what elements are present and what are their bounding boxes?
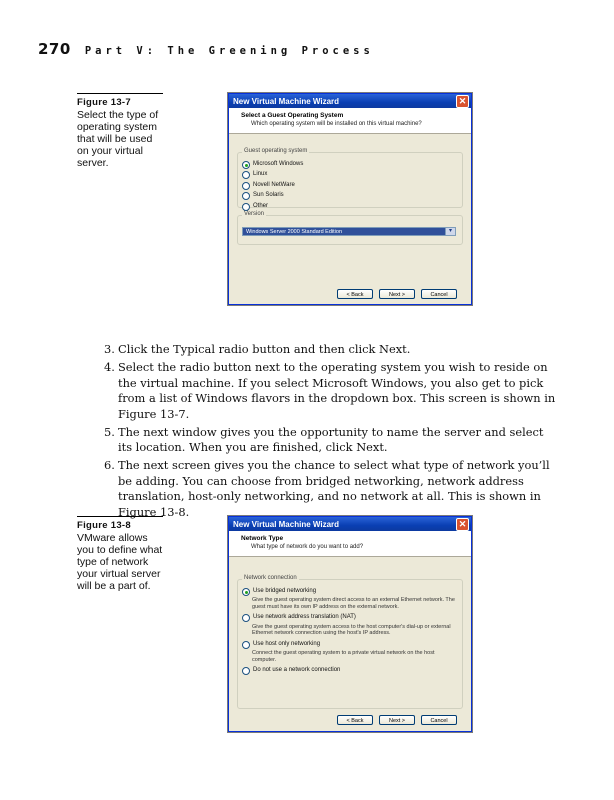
wizard-heading: Network Type [241,535,284,542]
figure-caption-text: Select the type of operating system that will be used on your virtual server. [77,109,159,169]
network-option-description: Give the guest operating system direct access to an external Ethernet network. The guest must have its own IP address on the external network. [252,597,455,610]
network-option-description: Connect the guest operating system to a private virtual network on the host computer. [252,650,435,663]
network-connection-group [237,575,463,709]
version-group [237,211,463,245]
network-option[interactable] [242,614,456,622]
step-text: Click the Typical radio button and then click Next. [118,342,411,356]
close-icon[interactable]: ✕ [456,95,469,108]
step-item [104,458,560,520]
step-number: 5. [104,424,115,439]
step-text: The next window gives you the opportunity to name the server and select its location. When you are finished, click Next. [118,424,544,454]
step-list [104,342,560,523]
network-option-label: Use network address translation (NAT) [253,614,356,621]
group-label: Guest operating system [244,148,308,154]
radio-button[interactable] [242,203,250,211]
back-button[interactable]: < Back [337,715,373,725]
figure-caption-13-8 [77,516,163,592]
cancel-button[interactable]: Cancel [421,715,457,725]
step-item [104,425,560,456]
wizard-header [229,531,471,557]
wizard-window-network [228,516,472,732]
version-label: Version [244,211,265,217]
button-bar [337,715,457,725]
button-bar [337,289,457,299]
os-option-label: Other [253,202,269,209]
network-options [242,588,456,678]
os-option[interactable] [242,203,303,211]
radio-button[interactable] [242,161,250,169]
close-icon[interactable]: ✕ [456,518,469,531]
wizard-subheading: Which operating system will be installed on this virtual machine? [251,121,422,127]
os-option[interactable] [242,171,303,179]
next-button[interactable]: Next > [379,715,415,725]
os-option[interactable] [242,161,303,169]
radio-button[interactable] [242,192,250,200]
version-dropdown[interactable] [242,227,456,236]
radio-button[interactable] [242,171,250,179]
figure-caption-text: VMware allows you to define what type of network your virtual server will be a part of. [77,532,163,592]
chevron-down-icon[interactable]: ▾ [445,228,455,235]
radio-button[interactable] [242,614,250,622]
wizard-subheading: What type of network do you want to add? [251,544,364,550]
part-title: Part V: The Greening Process [84,45,374,57]
window-titlebar [229,94,471,108]
radio-button[interactable] [242,182,250,190]
os-option[interactable] [242,192,303,200]
step-item [104,360,560,422]
radio-button[interactable] [242,588,250,596]
group-label: Network connection [244,575,297,581]
network-option[interactable] [242,667,456,675]
radio-button[interactable] [242,641,250,649]
os-option-label: Novell NetWare [253,181,295,188]
window-title: New Virtual Machine Wizard [233,96,340,106]
network-option-label: Do not use a network connection [253,667,341,674]
cancel-button[interactable]: Cancel [421,289,457,299]
figure-label: Figure 13-7 [77,97,131,108]
os-option[interactable] [242,182,303,190]
os-options [242,161,303,213]
figure-caption-13-7 [77,93,163,169]
step-text: Select the radio button next to the operating system you wish to reside on the virtual machine. If you select Microsoft Windows, you also get to pick from a list of Windows flavors in the dropdown box. This screen is shown in Figure 13-7. [118,360,556,421]
radio-button[interactable] [242,667,250,675]
running-header [38,40,374,58]
window-title: New Virtual Machine Wizard [233,519,340,529]
version-value: Windows Server 2000 Standard Edition [246,229,342,235]
step-number: 4. [104,360,115,374]
guest-os-group [237,148,463,209]
step-number: 3. [104,342,115,356]
network-option-description: Give the guest operating system access to the host computer's dial-up or external Ethernet network connection using the host's IP address. [252,623,451,637]
network-option-label: Use bridged networking [253,588,317,594]
window-titlebar [229,517,471,531]
network-option-label: Use host only networking [253,640,321,647]
figure-label: Figure 13-8 [77,520,131,531]
page-number: 270 [38,40,71,58]
network-option[interactable] [242,588,456,596]
os-option-label: Microsoft Windows [253,161,304,167]
wizard-header [229,108,471,134]
os-option-label: Sun Solaris [253,192,284,199]
step-item [104,342,560,358]
wizard-heading: Select a Guest Operating System [241,112,344,119]
back-button[interactable]: < Back [337,289,373,299]
step-number: 6. [104,458,115,472]
step-text: The next screen gives you the chance to select what type of network you’ll be adding. You can choose from bridged networking, network address translation, host-only networking, and no network at all. This is shown in Figure 13-8. [118,458,550,519]
wizard-window-os [228,93,472,305]
next-button[interactable]: Next > [379,289,415,299]
network-option[interactable] [242,641,456,649]
os-option-label: Linux [253,171,268,178]
